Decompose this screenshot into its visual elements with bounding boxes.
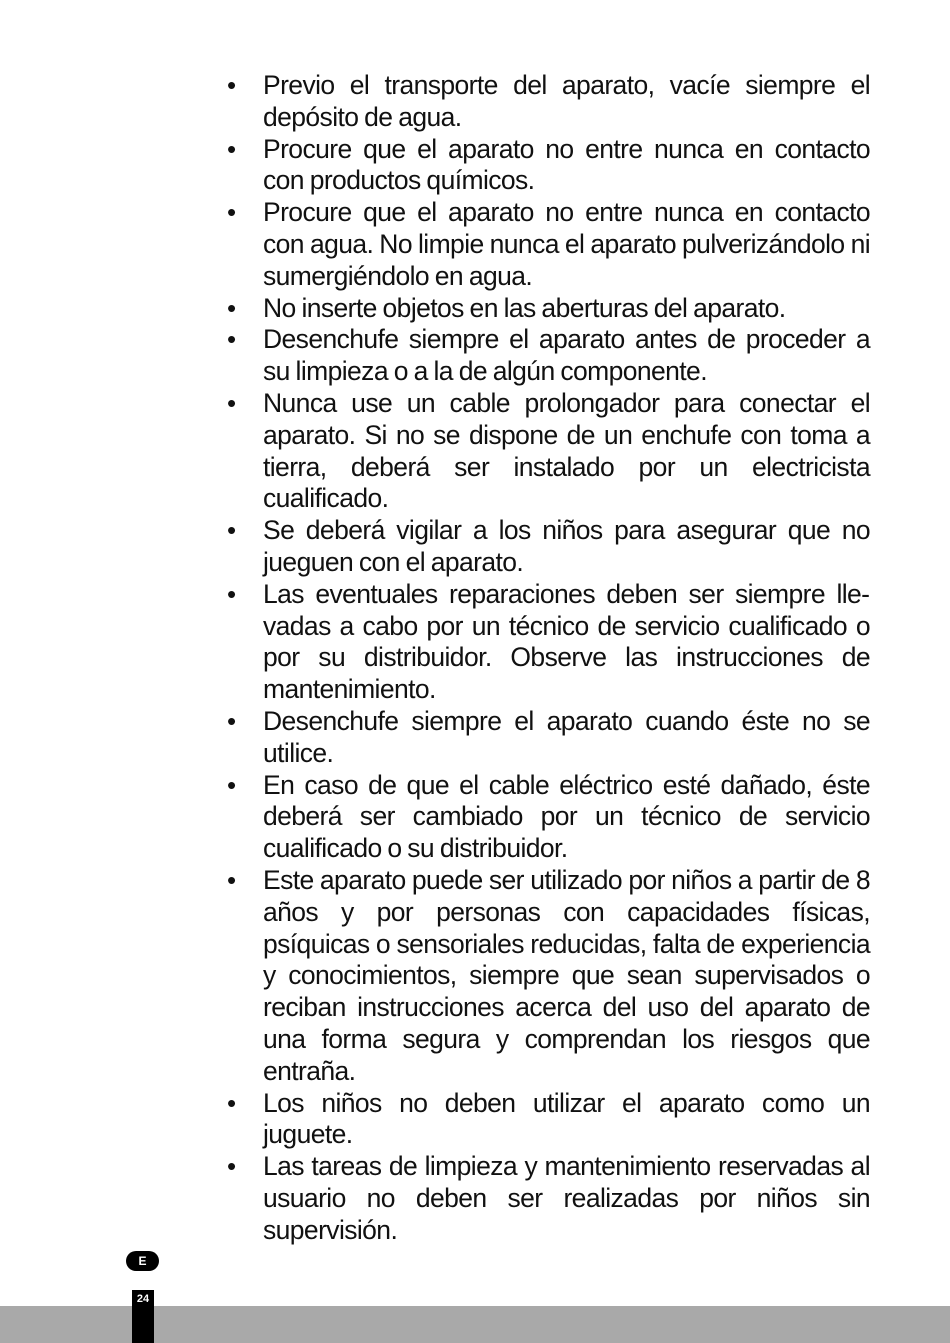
- list-item: [222, 70, 870, 134]
- bullet-icon: •: [227, 70, 236, 100]
- list-item: [222, 197, 870, 292]
- list-item: [222, 1151, 870, 1246]
- bullet-icon: •: [227, 292, 236, 323]
- list-item: [222, 515, 870, 579]
- list-item: [222, 865, 870, 1088]
- list-item: [222, 134, 870, 198]
- safety-instructions-list: [222, 70, 870, 1246]
- list-item-text: Las tareas de limpieza y mantenimiento reservadas al usuario no deben ser realizadas por niños sin supervisión.: [263, 1151, 870, 1245]
- list-item: [222, 324, 870, 388]
- list-item-text: Desenchufe siempre el aparato antes de proceder a su limpieza o a la de algún componente.: [263, 324, 870, 387]
- bullet-icon: •: [227, 578, 236, 609]
- list-item: [222, 706, 870, 770]
- list-item-text: Los niños no deben utilizar el aparato como un juguete.: [263, 1087, 870, 1150]
- bullet-icon: •: [227, 133, 236, 164]
- list-item: [222, 579, 870, 706]
- bullet-icon: •: [227, 864, 236, 895]
- list-item-text: No inserte objetos en las aberturas del aparato.: [263, 292, 786, 323]
- page-number: 24: [136, 1293, 150, 1305]
- list-item: [222, 293, 870, 325]
- bullet-icon: •: [227, 705, 236, 736]
- list-item-text: Desenchufe siempre el aparato cuando éste no se utilice.: [263, 705, 870, 768]
- list-item: [222, 770, 870, 865]
- bullet-icon: •: [227, 515, 236, 546]
- bullet-icon: •: [227, 1087, 236, 1118]
- page-number-tab: [132, 1290, 154, 1343]
- list-item-text: En caso de que el cable eléctrico esté dañado, éste deberá ser cambiado por un técnico de servicio cualificado o su distribuidor.: [263, 769, 870, 864]
- list-item-text: Procure que el aparato no entre nunca en contacto con productos químicos.: [263, 133, 870, 196]
- bullet-icon: •: [227, 769, 236, 800]
- list-item-text: Previo el transporte del aparato, vacíe siempre el depósito de agua.: [263, 70, 870, 132]
- document-body: [222, 70, 870, 1246]
- bullet-icon: •: [227, 387, 236, 418]
- bullet-icon: •: [227, 324, 236, 355]
- list-item-text: Nunca use un cable prolongador para conectar el aparato. Si no se dispone de un enchufe con toma a tierra, deberá ser instalado por un electricista cualificado.: [263, 387, 870, 514]
- language-badge: E: [126, 1251, 159, 1271]
- bullet-icon: •: [227, 197, 236, 228]
- list-item-text: Procure que el aparato no entre nunca en contacto con agua. No limpie nunca el aparato pulverizándolo ni sumergiéndolo en agua.: [263, 197, 870, 291]
- list-item-text: Las eventuales reparaciones deben ser siempre llevadas a cabo por un técnico de servicio cualificado o por su distribuidor. Observe las instrucciones de mantenimiento.: [263, 578, 870, 705]
- list-item: [222, 388, 870, 515]
- bullet-icon: •: [227, 1151, 236, 1182]
- list-item-text: Este aparato puede ser utilizado por niños a partir de 8 años y por personas con capacidades físicas, psíquicas o sensoriales reducidas, falta de experiencia y conocimientos, siempre que sean supervisados o reciban instrucciones acerca del uso del aparato de una forma segura y comprendan los riesgos que entraña.: [263, 864, 870, 1086]
- list-item: [222, 1088, 870, 1152]
- list-item-text: Se deberá vigilar a los niños para asegurar que no jueguen con el aparato.: [263, 515, 870, 577]
